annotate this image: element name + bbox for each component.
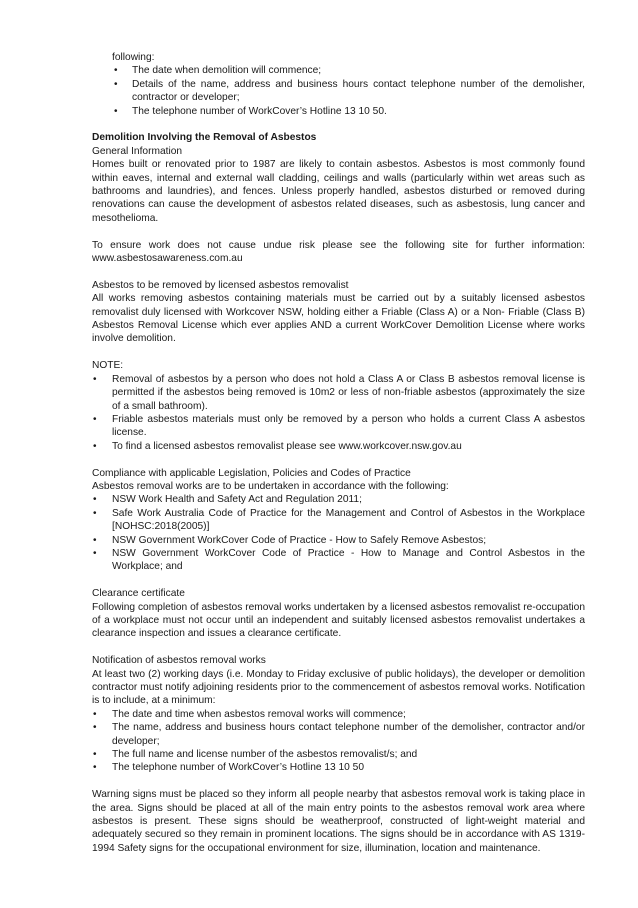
section-heading-asbestos: Demolition Involving the Removal of Asbestos bbox=[92, 132, 317, 144]
paragraph-licensed: All works removing asbestos containing materials must be carried out by a suitably licensed asbestos removalist duly licensed with Workcover NSW, holding either a Friable (Class A) or a Non- Friable (Class B) Asbestos Removal License which ever applies AND a current WorkCover Demolition License where works involve demolition. bbox=[92, 293, 585, 345]
list-item: • To find a licensed asbestos removalist please see www.workcover.nsw.gov.au bbox=[92, 440, 585, 453]
notification-bullet-list bbox=[92, 708, 585, 775]
list-item: • The date when demolition will commence; bbox=[92, 64, 585, 77]
list-item: • The telephone number of WorkCover’s Hotline 13 10 50. bbox=[92, 105, 585, 118]
section-subheading-general: General Information bbox=[92, 145, 183, 157]
list-item: • The full name and license number of the asbestos removalist/s; and bbox=[92, 748, 585, 761]
paragraph-general-info: Homes built or renovated prior to 1987 are likely to contain asbestos. Asbestos is most commonly found within eaves, internal and external wall cladding, ceilings and walls (particularly within wet areas such as bathrooms and laundries), and fences. Unless properly handled, asbestos disturbed or removed during renovations can cause the development of asbestos related diseases, such as asbestosis, lung cancer and mesothelioma. bbox=[92, 159, 585, 224]
list-item: • Safe Work Australia Code of Practice for the Management and Control of Asbestos in the Workplace [NOHSC:2018(2005)] bbox=[92, 507, 585, 534]
compliance-lead: Asbestos removal works are to be undertaken in accordance with the following: bbox=[92, 480, 449, 492]
section-heading-compliance: Compliance with applicable Legislation, Policies and Codes of Practice bbox=[92, 467, 411, 479]
section-heading-notification: Notification of asbestos removal works bbox=[92, 655, 266, 667]
list-item: • The name, address and business hours contact telephone number of the demolisher, contractor and/or developer; bbox=[92, 721, 585, 748]
note-bullet-list bbox=[92, 373, 585, 453]
section-heading-clearance: Clearance certificate bbox=[92, 588, 185, 600]
paragraph-further-info: To ensure work does not cause undue risk please see the following site for further information: www.asbestosawareness.com.au bbox=[92, 239, 585, 265]
list-item: • NSW Work Health and Safety Act and Regulation 2011; bbox=[92, 493, 585, 506]
intro-bullet-list bbox=[92, 64, 585, 118]
list-item: • Removal of asbestos by a person who does not hold a Class A or Class B asbestos removal license is permitted if the asbestos being removed is 10m2 or less of non-friable asbestos (approximately the size of a small bathroom). bbox=[92, 373, 585, 413]
compliance-bullet-list bbox=[92, 493, 585, 573]
document-body bbox=[92, 51, 585, 855]
list-item: • NSW Government WorkCover Code of Practice - How to Safely Remove Asbestos; bbox=[92, 534, 585, 547]
intro-lead: following: bbox=[112, 52, 155, 63]
section-heading-licensed: Asbestos to be removed by licensed asbestos removalist bbox=[92, 279, 349, 291]
list-item: • The telephone number of WorkCover’s Hotline 13 10 50 bbox=[92, 761, 585, 774]
list-item: • NSW Government WorkCover Code of Practice - How to Manage and Control Asbestos in the Workplace; and bbox=[92, 547, 585, 574]
paragraph-warning-signs: Warning signs must be placed so they inform all people nearby that asbestos removal work is taking place in the area. Signs should be placed at all of the main entry points to the asbestos removal work area where asbestos is present. These signs should be weatherproof, constructed of light-weight material and adequately secured so they remain in prominent locations. The signs should be in accordance with AS 1319-1994 Safety signs for the occupational environment for size, illumination, location and maintenance. bbox=[92, 789, 585, 854]
paragraph-notification: At least two (2) working days (i.e. Monday to Friday exclusive of public holidays), the developer or demolition contractor must notify adjoining residents prior to the commencement of asbestos removal works. Notification is to include, at a minimum: bbox=[92, 668, 585, 707]
paragraph-clearance: Following completion of asbestos removal works undertaken by a licensed asbestos removalist re-occupation of a workplace must not occur until an independent and suitably licensed asbestos removalist undertakes a clearance inspection and issues a clearance certificate. bbox=[92, 601, 585, 640]
section-heading-note: NOTE: bbox=[92, 360, 124, 372]
list-item: • Details of the name, address and business hours contact telephone number of the demolisher, contractor or developer; bbox=[92, 78, 585, 105]
list-item: • The date and time when asbestos removal works will commence; bbox=[92, 708, 585, 721]
list-item: • Friable asbestos materials must only be removed by a person who holds a current Class A asbestos license. bbox=[92, 413, 585, 440]
